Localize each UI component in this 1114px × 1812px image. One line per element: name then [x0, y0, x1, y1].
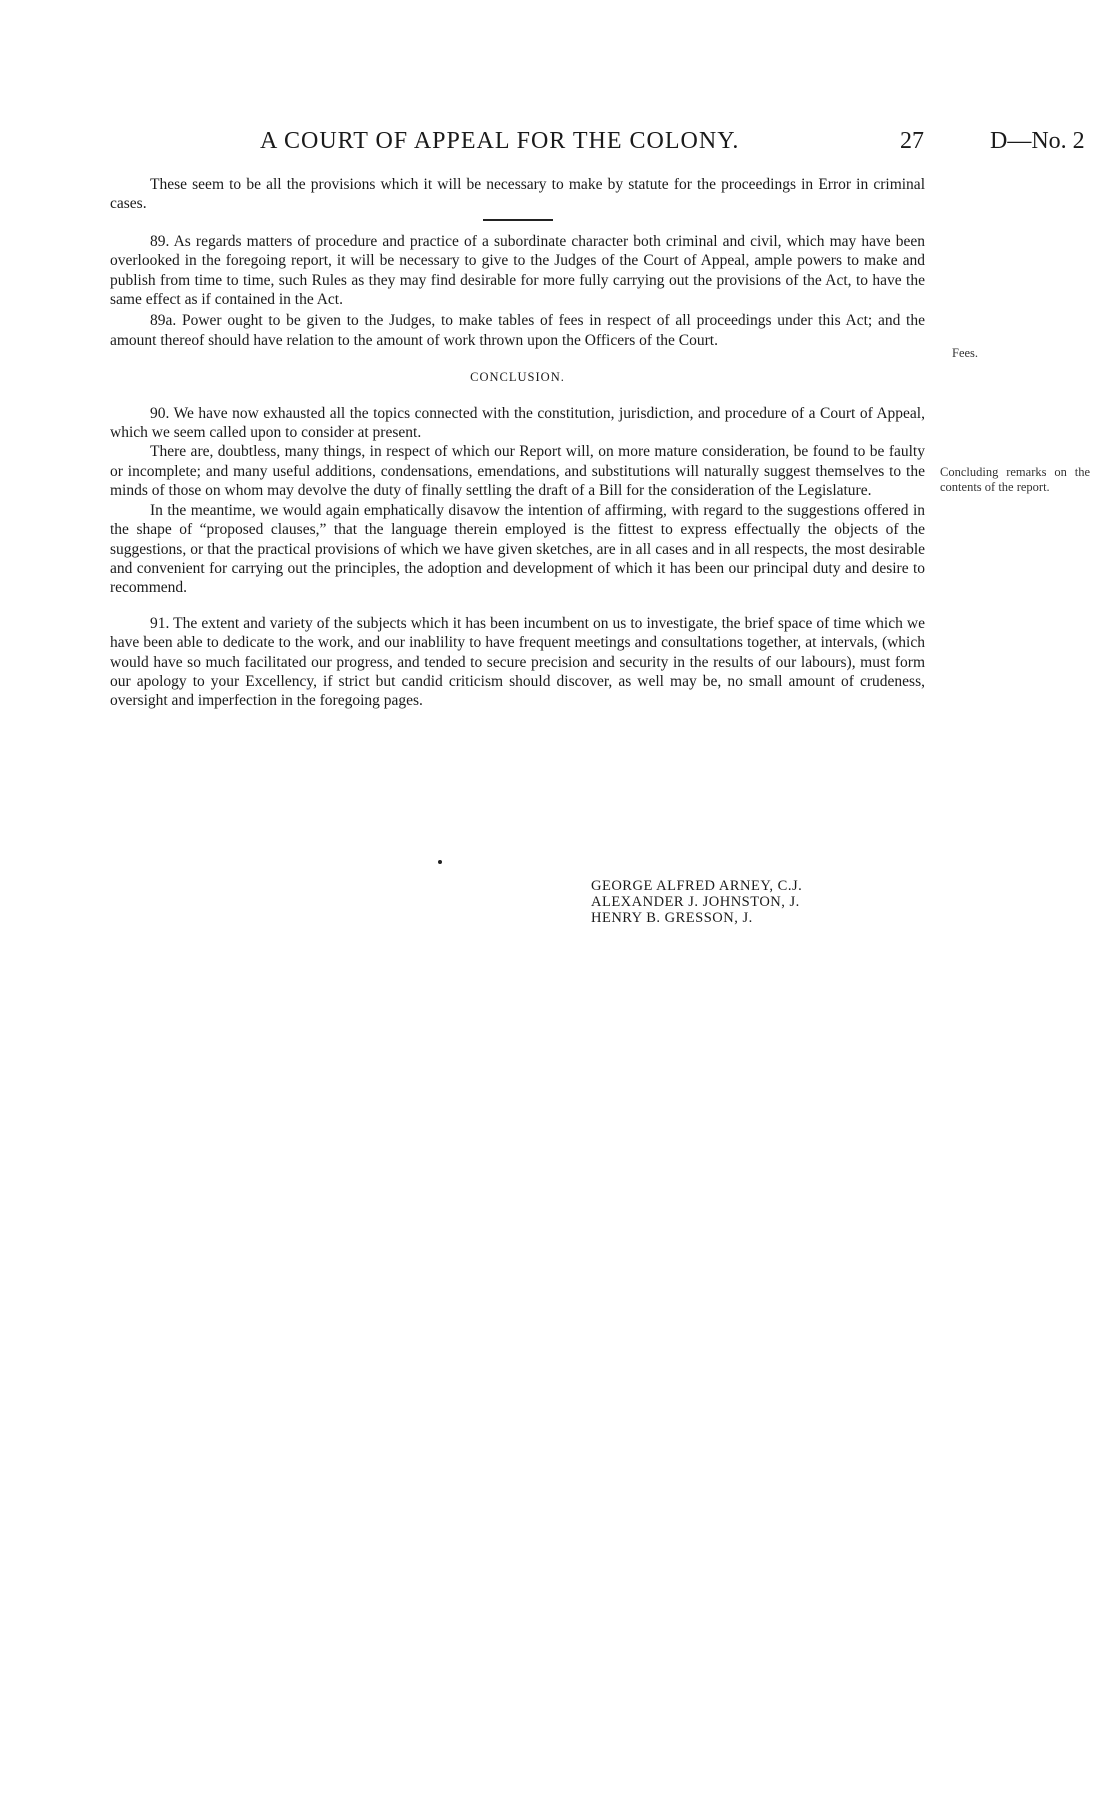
- main-text-column: [110, 175, 925, 711]
- paragraph-89: 89. As regards matters of procedure and practice of a subordinate character both criminal and civil, which may have been overlooked in the foregoing report, it will be necessary to give to the Judges of the Court of Appeal, ample powers to make and publish from time to time, such Rules as they may find desirable for more fully carrying out the provisions of the Act, to have the same effect as if contained in the Act.: [110, 232, 925, 309]
- signature-block: [591, 878, 802, 926]
- page-header: [0, 128, 1114, 158]
- paragraph-89a: 89a. Power ought to be given to the Judges, to make tables of fees in respect of all proceedings under this Act; and the amount thereof should have relation to the amount of work thrown upon the Officers of the Court.: [110, 312, 925, 349]
- margin-note-concluding-remarks: Concluding remarks on the contents of the report.: [940, 465, 1090, 494]
- paragraph-91: 91. The extent and variety of the subjects which it has been incumbent on us to investigate, the brief space of time which we have been able to dedicate to the work, and our inablility to have frequent meetings and consultations together, at intervals, (which would have so much facilitated our progress, and tended to secure precision and security in the results of our labours), must form our apology to your Excellency, if strict but candid criticism should discover, as well may be, no small amount of crudeness, oversight and imperfection in the foregoing pages.: [110, 614, 925, 710]
- section-divider: [483, 219, 553, 221]
- signature-line: HENRY B. GRESSON, J.: [591, 910, 753, 926]
- running-title: A COURT OF APPEAL FOR THE COLONY.: [260, 128, 740, 154]
- section-heading-conclusion: CONCLUSION.: [470, 370, 565, 385]
- signature-line: ALEXANDER J. JOHNSTON, J.: [591, 894, 800, 910]
- document-reference: D—No. 2: [990, 128, 1085, 154]
- paragraph-90-meantime: In the meantime, we would again emphatically disavow the intention of affirming, with regard to the suggestions offered in the shape of “proposed clauses,” that the language therein employed is the fittest to express effectually the objects of the suggestions, or that the practical provisions of which we have given sketches, are in all cases and in all respects, the most desirable and convenient for carrying out the principles, the adoption and development of which it has been our principal duty and desire to recommend.: [110, 501, 925, 597]
- page-number: 27: [900, 128, 924, 154]
- ink-speck: [438, 860, 442, 864]
- paragraph-90: 90. We have now exhausted all the topics connected with the constitution, jurisdiction, and procedure of a Court of Appeal, which we seem called upon to consider at present.: [110, 404, 925, 442]
- margin-note-fees: Fees.: [952, 346, 979, 360]
- signature-line: GEORGE ALFRED ARNEY, C.J.: [591, 878, 803, 894]
- paragraph-90-doubtless: There are, doubtless, many things, in respect of which our Report will, on more mature consideration, be found to be faulty or incomplete; and many useful additions, condensations, emendations, and substitutions will naturally suggest themselves to the minds of those on whom may devolve the duty of finally settling the draft of a Bill for the consideration of the Legislature.: [110, 443, 925, 500]
- paragraph-criminal-error: These seem to be all the provisions which it will be necessary to make by statute for the proceedings in Error in criminal cases.: [110, 176, 925, 213]
